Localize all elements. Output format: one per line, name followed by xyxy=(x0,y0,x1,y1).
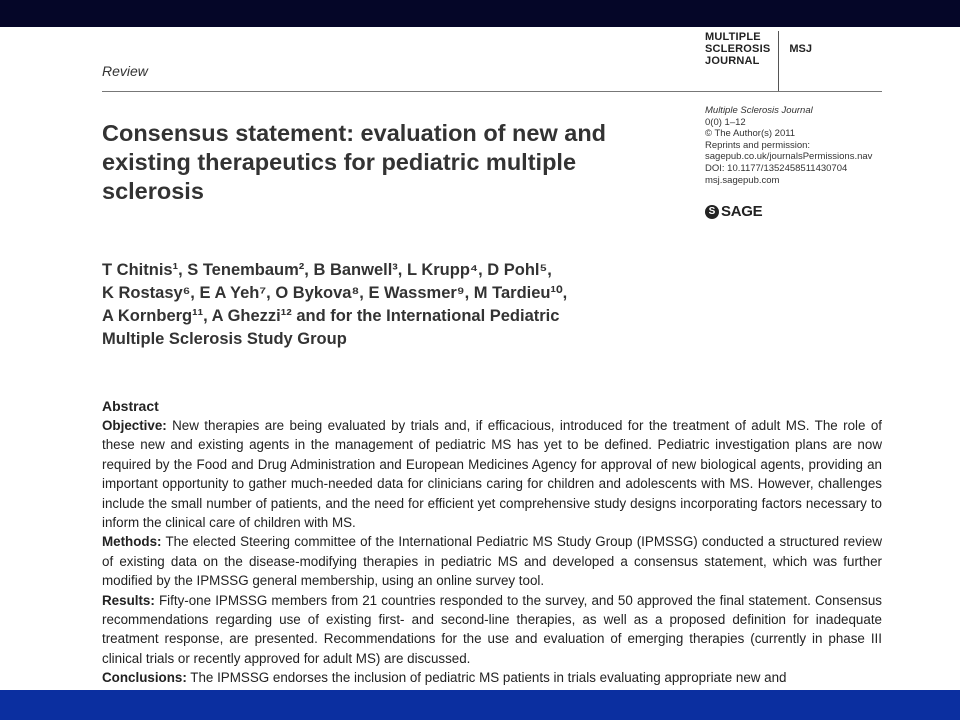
reprints-label: Reprints and permission: xyxy=(705,139,811,151)
top-dark-band xyxy=(0,0,960,27)
article-type-label: Review xyxy=(102,63,148,79)
article-title: Consensus statement: evaluation of new and existing therapeutics for pediatric multiple sclerosis xyxy=(102,120,607,204)
section-text: The IPMSSG endorses the inclusion of pediatric MS patients in trials evaluating appropriate new and xyxy=(186,670,787,686)
journal-logo xyxy=(705,31,812,91)
header-rule xyxy=(102,91,882,92)
author-line: K Rostasy⁶, E A Yeh⁷, O Bykova⁸, E Wassmer⁹, M Tardieu¹⁰, xyxy=(102,284,568,302)
doi: DOI: 10.1177/1352458511430704 xyxy=(705,162,848,174)
author-list xyxy=(102,259,682,351)
bottom-blue-band xyxy=(0,690,960,720)
section-label: Conclusions: xyxy=(102,670,187,686)
journal-issue: 0(0) 1–12 xyxy=(705,116,746,128)
abstract-objective xyxy=(102,416,882,532)
journal-site: msj.sagepub.com xyxy=(705,174,780,186)
paper-page xyxy=(0,27,960,690)
section-label: Methods: xyxy=(102,534,162,550)
journal-metadata xyxy=(705,105,872,186)
reprints-url: sagepub.co.uk/journalsPermissions.nav xyxy=(705,151,873,163)
sage-icon: S xyxy=(705,205,719,219)
logo-divider xyxy=(778,31,779,91)
abstract-heading: Abstract xyxy=(102,398,159,414)
section-text: New therapies are being evaluated by trials and, if efficacious, introduced for the treatment of adult MS. The role of these new and existing agents in the management of pediatric MS has yet to be defined. Pediatric investigation plans are now required by the Food and Drug Administration and European Medicines Agency for approval of new biological agents, providing an important opportunity to gather much-needed data for clinicians caring for children and adolescents with MS. However, challenges include the small number of patients, and the need for efficient yet comprehensive study designs incorporating factors necessary to inform the clinical care of children with MS. xyxy=(102,418,882,531)
section-label: Objective: xyxy=(102,418,167,433)
abstract-results xyxy=(102,591,882,669)
journal-logo-abbr: MSJ xyxy=(789,43,812,55)
sage-wordmark: SAGE xyxy=(721,203,763,220)
abstract-methods xyxy=(102,532,882,590)
abstract-conclusions xyxy=(102,668,882,687)
section-label: Results: xyxy=(102,592,155,608)
journal-name: Multiple Sclerosis Journal xyxy=(705,105,813,116)
section-text: Fifty-one IPMSSG members from 21 countries responded to the survey, and 50 approved the final statement. Consensus recommendations regarding use of existing first- and second-line therapies, as well as a proposed definition for inadequate treatment response, are presented. Recommendations for the use and evaluation of emerging therapies (currently in phase III clinical trials or recently approved for adult MS) are discussed. xyxy=(102,592,882,666)
abstract xyxy=(102,397,882,688)
section-text: The elected Steering committee of the International Pediatric MS Study Group (IPMSSG) conducted a structured review of existing data on the disease-modifying therapies in pediatric MS and developed a consensus statement, which was further modified by the IPMSSG general membership, using an online survey tool. xyxy=(102,534,882,589)
copyright: © The Author(s) 2011 xyxy=(705,128,796,140)
sage-logo xyxy=(705,203,762,220)
author-line: A Kornberg¹¹, A Ghezzi¹² and for the International Pediatric xyxy=(102,307,560,325)
journal-logo-name: MULTIPLE SCLEROSIS JOURNAL xyxy=(705,31,771,67)
author-line: T Chitnis¹, S Tenembaum², B Banwell³, L Krupp⁴, D Pohl⁵, xyxy=(102,261,552,279)
author-line: Multiple Sclerosis Study Group xyxy=(102,330,347,348)
